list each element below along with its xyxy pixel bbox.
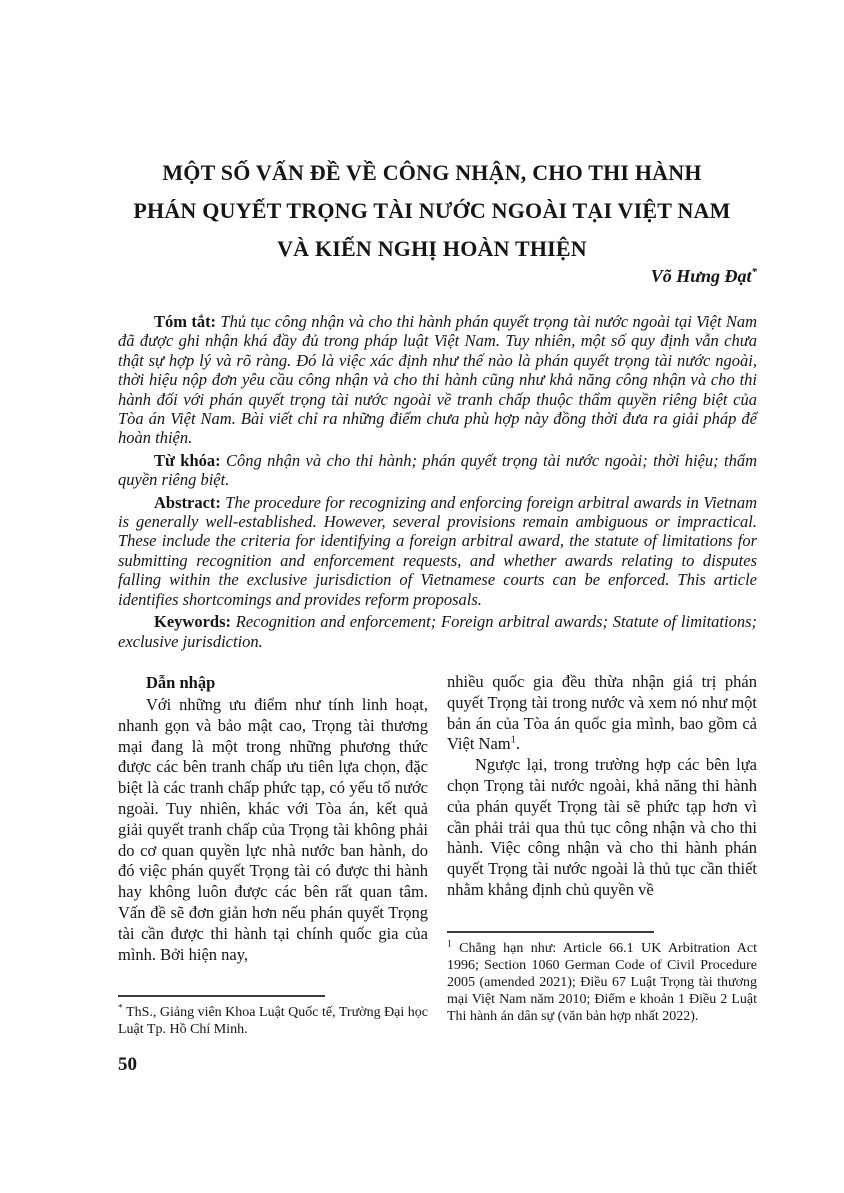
keywords-vietnamese xyxy=(118,451,757,490)
footnote-1-body: Chẳng hạn như: Article 66.1 UK Arbitration Act 1996; Section 1060 German Code of Civil Procedure 2005 (amended 2021); Điều 67 Luật Trọng tài thương mại Việt Nam năm 2010; Điểm e khoản 1 Điều 2 Luật Thi hành án dân sự (văn bản hợp nhất 2022). xyxy=(447,941,758,1024)
abstract-vi-label: Tóm tắt: xyxy=(154,312,217,331)
body-paragraph-nguoc-lai: Ngược lại, trong trường hợp các bên lựa chọn Trọng tài nước ngoài, khả năng thi hành của phán quyết Trọng tài sẽ phức tạp hơn vì cần phải trải qua thủ tục công nhận và cho thi hành. Việc công nhận và cho thi hành phán quyết Trọng tài nước ngoài là thủ tục cần thiết nhằm khẳng định chủ quyền về xyxy=(447,755,757,899)
body-paragraph-continuation xyxy=(447,672,757,755)
footnote-1-marker: 1 xyxy=(447,939,452,950)
author-footnote-text xyxy=(118,1004,428,1038)
footnote-separator-right xyxy=(447,931,654,933)
keywords-vi-text: Công nhận và cho thi hành; phán quyết trọng tài nước ngoài; thời hiệu; thẩm quyền riêng biệt. xyxy=(118,450,757,490)
paragraph-tail: . xyxy=(515,734,520,754)
author-name: Võ Hưng Đạt xyxy=(650,266,752,286)
author-footnote-marker: * xyxy=(751,266,757,278)
section-heading-dan-nhap: Dẫn nhập xyxy=(146,673,216,692)
author-footnote-body: ThS., Giảng viên Khoa Luật Quốc tế, Trường Đại học Luật Tp. Hồ Chí Minh. xyxy=(118,1005,429,1037)
title-line-1: MỘT SỐ VẤN ĐỀ VỀ CÔNG NHẬN, CHO THI HÀNH xyxy=(162,160,702,185)
footnote-ref-1: 1 xyxy=(510,734,516,746)
abstract-vietnamese xyxy=(118,312,757,448)
right-column xyxy=(447,672,757,928)
author-footnote-text-marker: * xyxy=(118,1003,123,1014)
article-title xyxy=(102,154,762,268)
footnote-1-text xyxy=(447,940,757,1025)
title-line-2: PHÁN QUYẾT TRỌNG TÀI NƯỚC NGOÀI TẠI VIỆT NAM xyxy=(133,198,731,223)
page-number: 50 xyxy=(118,1054,137,1075)
left-column xyxy=(118,672,428,988)
footnote-1 xyxy=(447,931,757,1025)
abstract-vi-text: Thủ tục công nhận và cho thi hành phán quyết trọng tài nước ngoài tại Việt Nam đã được ghi nhận khá đầy đủ trong pháp luật Việt Nam. Tuy nhiên, một số quy định vẫn chưa thật sự hợp lý và rõ ràng. Đó là việc xác định như thế nào là phán quyết trọng tài nước ngoài, thời hiệu nộp đơn yêu cầu công nhận và cho thi hành cũng như khả năng công nhận và cho thi hành đối với phán quyết trọng tài nước ngoài về tranh chấp thuộc thẩm quyền riêng biệt của Tòa án Việt Nam. Bài viết chỉ ra những điểm chưa phù hợp này đồng thời đưa ra giải pháp để hoàn thiện. xyxy=(118,312,758,448)
paragraph-text: nhiều quốc gia đều thừa nhận giá trị phán quyết Trọng tài trong nước và xem nó như một bản án của Tòa án quốc gia mình, bao gồm cả Việt Nam xyxy=(447,672,757,754)
author-byline xyxy=(118,266,757,287)
front-matter xyxy=(118,312,757,654)
abstract-english xyxy=(118,493,757,609)
footnote-separator-left xyxy=(118,995,325,997)
abstract-en-text: The procedure for recognizing and enforcing foreign arbitral awards in Vietnam is generally well-established. However, several provisions remain ambiguous or impractical. These include the criteria for identifying a foreign arbitral award, the statute of limitations for submitting recognition and enforcement requests, and whether awards relating to disputes falling within the exclusive jurisdiction of Vietnamese courts can be enforced. This article identifies shortcomings and provides reform proposals. xyxy=(118,492,758,609)
abstract-en-label: Abstract: xyxy=(154,492,221,512)
title-line-3: VÀ KIẾN NGHỊ HOÀN THIỆN xyxy=(277,236,587,261)
keywords-en-label: Keywords: xyxy=(154,612,231,632)
body-paragraph-intro: Với những ưu điểm như tính linh hoạt, nhanh gọn và bảo mật cao, Trọng tài thương mại đang là một trong những phương thức được các bên tranh chấp ưu tiên lựa chọn, đặc biệt là các tranh chấp phức tạp, có yếu tố nước ngoài. Tuy nhiên, khác với Tòa án, kết quả giải quyết tranh chấp của Trọng tài không phải do cơ quan quyền lực nhà nước ban hành, do đó việc phán quyết Trọng tài có được thi hành hay không luôn được các bên rất quan tâm. Vấn đề sẽ đơn giản hơn nếu phán quyết Trọng tài cần được thi hành tại chính quốc gia của mình. Bởi hiện nay, xyxy=(118,695,428,964)
author-footnote xyxy=(118,995,428,1038)
keywords-english xyxy=(118,612,757,651)
keywords-vi-label: Từ khóa: xyxy=(154,450,221,470)
keywords-en-text: Recognition and enforcement; Foreign arbitral awards; Statute of limitations; exclusive jurisdiction. xyxy=(118,612,758,651)
